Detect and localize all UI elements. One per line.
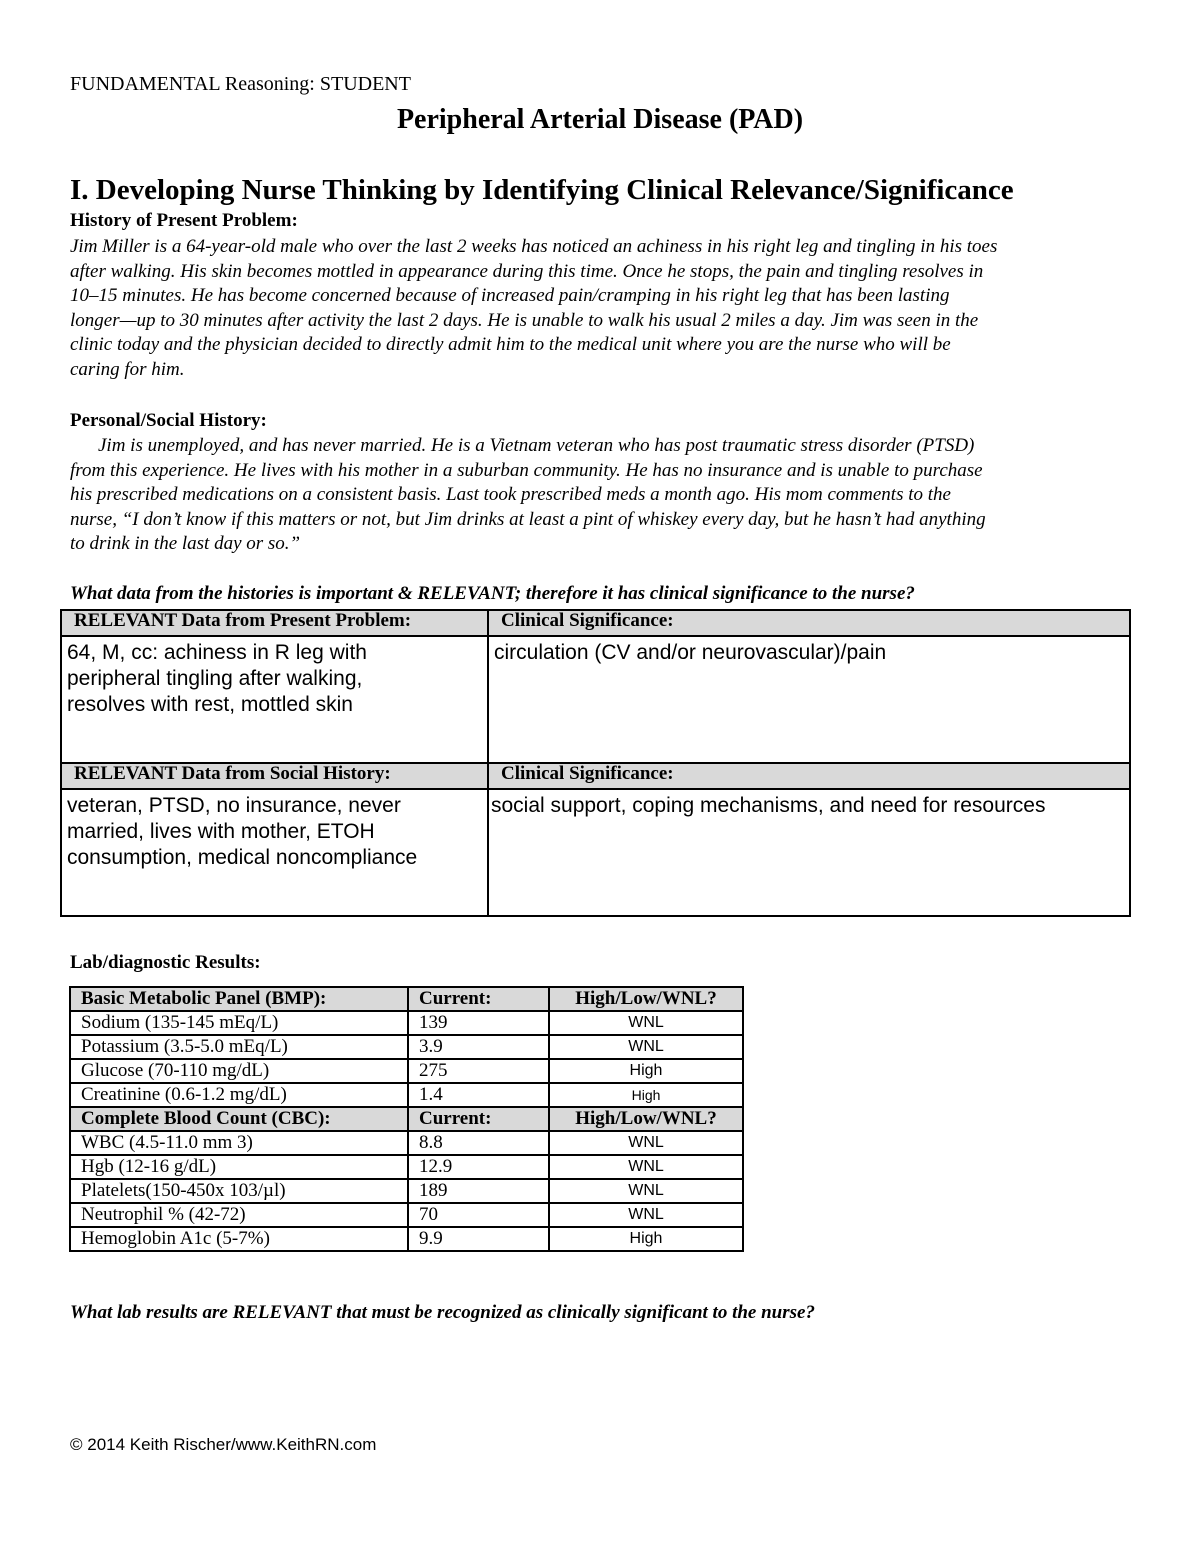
status-header: High/Low/WNL? <box>549 987 743 1011</box>
lab-name: Hgb (12-16 g/dL) <box>70 1155 408 1179</box>
lab-status[interactable]: WNL <box>549 1131 743 1155</box>
lab-name: WBC (4.5-11.0 mm 3) <box>70 1131 408 1155</box>
lab-name: Neutrophil % (42-72) <box>70 1203 408 1227</box>
copyright-footer: © 2014 Keith Rischer/www.KeithRN.com <box>70 1435 377 1454</box>
table-row <box>70 1227 743 1251</box>
lab-name: Sodium (135-145 mEq/L) <box>70 1011 408 1035</box>
lab-value: 189 <box>408 1179 549 1203</box>
table-header-row <box>70 1107 743 1131</box>
table-row <box>61 763 1130 789</box>
present-data-line: resolves with rest, mottled skin <box>67 693 353 716</box>
lab-name: Platelets(150-450x 103/µl) <box>70 1179 408 1203</box>
lab-status[interactable]: WNL <box>549 1179 743 1203</box>
hpp-line: caring for him. <box>70 358 185 380</box>
current-header: Current: <box>408 1107 549 1131</box>
table-row <box>70 1083 743 1107</box>
table-row <box>70 1059 743 1083</box>
status-header: High/Low/WNL? <box>549 1107 743 1131</box>
psh-line: his prescribed medications on a consistent basis. Last took prescribed meds a month ago. His mom comments to the <box>70 484 951 505</box>
present-problem-data-cell[interactable] <box>61 636 488 763</box>
history-present-problem-text <box>70 235 1140 382</box>
present-significance-text: circulation (CV and/or neurovascular)/pain <box>494 641 887 664</box>
lab-status[interactable]: WNL <box>549 1011 743 1035</box>
lab-value: 9.9 <box>408 1227 549 1251</box>
lab-results-heading: Lab/diagnostic Results: <box>70 952 261 973</box>
table-row <box>61 610 1130 636</box>
section-heading: I. Developing Nurse Thinking by Identifying Clinical Relevance/Significance <box>70 174 1014 206</box>
clinical-significance-header: Clinical Significance: <box>488 763 1130 789</box>
relevant-data-table <box>60 609 1131 917</box>
lab-name: Creatinine (0.6-1.2 mg/dL) <box>70 1083 408 1107</box>
present-data-line: 64, M, cc: achiness in R leg with <box>67 641 367 664</box>
social-data-line: consumption, medical noncompliance <box>67 846 418 869</box>
lab-status[interactable]: WNL <box>549 1035 743 1059</box>
present-problem-header: RELEVANT Data from Present Problem: <box>61 610 488 636</box>
table-row <box>70 1155 743 1179</box>
hpp-line: after walking. His skin becomes mottled in appearance during this time. Once he stops, the pain and tingling resolves in <box>70 260 984 282</box>
lab-status[interactable]: WNL <box>549 1155 743 1179</box>
lab-status[interactable]: WNL <box>549 1203 743 1227</box>
hpp-line: longer—up to 30 minutes after activity the last 2 days. He is unable to walk his usual 2 miles a day. Jim was seen in the <box>70 309 979 331</box>
table-row <box>61 636 1130 763</box>
current-header: Current: <box>408 987 549 1011</box>
table-row <box>70 1203 743 1227</box>
table-row <box>61 789 1130 916</box>
social-data-line: married, lives with mother, ETOH <box>67 820 375 843</box>
hpp-line: 10–15 minutes. He has become concerned because of increased pain/cramping in his right leg that has been lasting <box>70 285 950 306</box>
social-significance-cell[interactable] <box>488 789 1130 916</box>
present-data-line: peripheral tingling after walking, <box>67 667 363 690</box>
lab-value: 275 <box>408 1059 549 1083</box>
clinical-significance-header: Clinical Significance: <box>488 610 1130 636</box>
personal-social-history-text <box>70 434 1140 557</box>
psh-line: from this experience. He lives with his mother in a suburban community. He has no insurance and is unable to purchase <box>70 459 983 481</box>
table-row <box>70 1131 743 1155</box>
lab-results-table <box>69 986 744 1252</box>
lab-value: 70 <box>408 1203 549 1227</box>
lab-status[interactable]: High <box>549 1059 743 1083</box>
lab-name: Glucose (70-110 mg/dL) <box>70 1059 408 1083</box>
social-history-data-cell[interactable] <box>61 789 488 916</box>
social-data-line: veteran, PTSD, no insurance, never <box>67 794 401 817</box>
lab-status[interactable]: High <box>549 1227 743 1251</box>
table-row <box>70 1035 743 1059</box>
lab-value: 3.9 <box>408 1035 549 1059</box>
hpp-line: clinic today and the physician decided to directly admit him to the medical unit where you are the nurse who will be <box>70 334 951 355</box>
cbc-header: Complete Blood Count (CBC): <box>70 1107 408 1131</box>
table-row <box>70 1011 743 1035</box>
social-history-header: RELEVANT Data from Social History: <box>61 763 488 789</box>
psh-line: Jim is unemployed, and has never married. He is a Vietnam veteran who has post traumatic stress disorder (PTSD) <box>98 435 975 456</box>
psh-line: to drink in the last day or so.” <box>70 533 301 554</box>
document-title: Peripheral Arterial Disease (PAD) <box>396 104 804 135</box>
psh-line: nurse, “I don’t know if this matters or not, but Jim drinks at least a pint of whiskey every day, but he hasn’t had anything <box>70 508 986 530</box>
personal-social-history-heading: Personal/Social History: <box>70 410 267 431</box>
question-labs: What lab results are RELEVANT that must be recognized as clinically significant to the nurse? <box>70 1302 815 1323</box>
question-histories: What data from the histories is important & RELEVANT; therefore it has clinical significance to the nurse? <box>70 583 915 604</box>
bmp-header: Basic Metabolic Panel (BMP): <box>70 987 408 1011</box>
lab-value: 8.8 <box>408 1131 549 1155</box>
lab-status[interactable]: High <box>549 1083 743 1107</box>
header-label: FUNDAMENTAL Reasoning: STUDENT <box>70 73 411 95</box>
lab-name: Hemoglobin A1c (5-7%) <box>70 1227 408 1251</box>
social-significance-text: social support, coping mechanisms, and need for resources <box>491 794 1046 817</box>
table-header-row <box>70 987 743 1011</box>
table-row <box>70 1179 743 1203</box>
lab-value: 1.4 <box>408 1083 549 1107</box>
history-present-problem-heading: History of Present Problem: <box>70 210 298 231</box>
hpp-line: Jim Miller is a 64-year-old male who over the last 2 weeks has noticed an achiness in his right leg and tingling in his toes <box>70 236 998 257</box>
lab-value: 12.9 <box>408 1155 549 1179</box>
lab-value: 139 <box>408 1011 549 1035</box>
present-significance-cell[interactable] <box>488 636 1130 763</box>
lab-name: Potassium (3.5-5.0 mEq/L) <box>70 1035 408 1059</box>
